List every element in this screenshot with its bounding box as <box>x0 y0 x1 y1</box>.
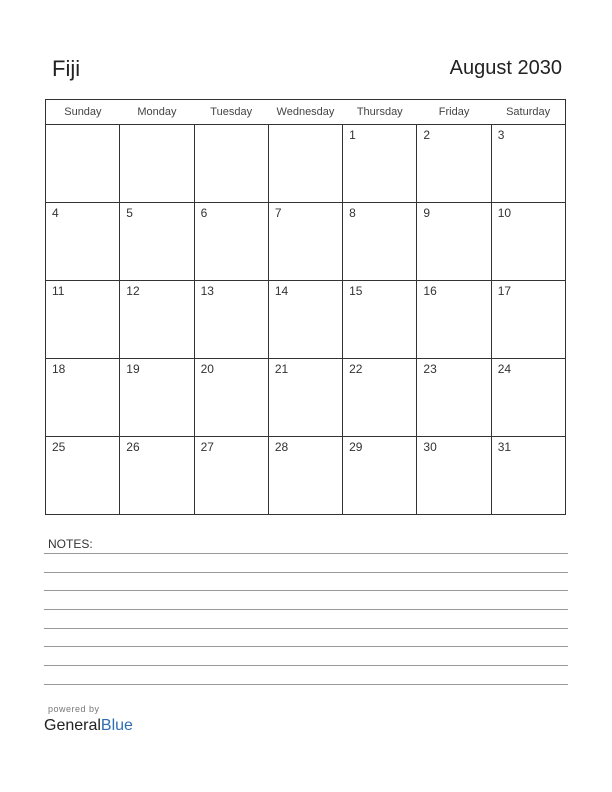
day-cell <box>343 203 417 281</box>
day-cell <box>417 281 491 359</box>
day-number: 28 <box>274 440 289 454</box>
day-cell <box>343 125 417 203</box>
day-cell <box>120 125 194 203</box>
notes-line <box>44 628 568 629</box>
day-cell <box>491 203 565 281</box>
day-cell <box>343 437 417 515</box>
day-number: 26 <box>126 440 140 454</box>
day-cell <box>194 359 268 437</box>
day-number: 19 <box>126 362 140 376</box>
day-number: 14 <box>274 284 289 298</box>
day-number: 10 <box>497 206 512 220</box>
weekday-wednesday: Wednesday <box>268 100 342 125</box>
day-cell <box>268 125 342 203</box>
day-number: 12 <box>126 284 140 298</box>
day-cell <box>46 281 120 359</box>
day-number: 17 <box>497 284 512 298</box>
day-cell <box>343 359 417 437</box>
day-number <box>46 125 119 128</box>
day-cell <box>120 437 194 515</box>
weekday-friday: Friday <box>417 100 491 125</box>
day-cell <box>268 437 342 515</box>
day-number: 27 <box>200 440 214 454</box>
day-cell <box>194 203 268 281</box>
day-cell <box>194 281 268 359</box>
day-number: 8 <box>349 206 356 220</box>
day-cell <box>343 281 417 359</box>
powered-by-text: powered by <box>48 704 100 714</box>
day-cell <box>120 281 194 359</box>
weekday-tuesday: Tuesday <box>194 100 268 125</box>
notes-line <box>44 553 568 554</box>
day-cell <box>268 281 342 359</box>
day-cell <box>268 359 342 437</box>
month-year-title: August 2030 <box>449 57 562 79</box>
day-number: 1 <box>349 128 356 142</box>
day-number: 4 <box>52 206 59 220</box>
day-cell <box>491 125 565 203</box>
day-number: 15 <box>349 284 363 298</box>
notes-line <box>44 572 568 573</box>
notes-line <box>44 646 568 647</box>
day-number: 5 <box>126 206 133 220</box>
day-number: 29 <box>349 440 363 454</box>
day-number: 6 <box>200 206 208 220</box>
weekday-header-row <box>46 100 566 125</box>
week-row-3 <box>46 281 566 359</box>
notes-line <box>44 684 568 685</box>
day-number <box>195 125 268 128</box>
week-row-5 <box>46 437 566 515</box>
day-number: 22 <box>349 362 363 376</box>
day-number: 31 <box>497 440 512 454</box>
day-cell <box>120 203 194 281</box>
day-cell <box>417 125 491 203</box>
day-cell <box>491 359 565 437</box>
day-cell <box>46 359 120 437</box>
notes-line <box>44 665 568 666</box>
day-number: 23 <box>423 362 437 376</box>
day-cell <box>194 125 268 203</box>
day-cell <box>46 437 120 515</box>
day-number: 7 <box>274 206 282 220</box>
day-cell <box>268 203 342 281</box>
brand-logo <box>44 717 133 735</box>
day-cell <box>491 281 565 359</box>
day-number: 9 <box>423 206 431 220</box>
week-row-2 <box>46 203 566 281</box>
day-number <box>269 125 342 128</box>
weekday-saturday: Saturday <box>491 100 565 125</box>
day-number: 16 <box>423 284 437 298</box>
day-cell <box>417 437 491 515</box>
weekday-thursday: Thursday <box>343 100 417 125</box>
day-number: 25 <box>52 440 66 454</box>
day-number <box>120 125 193 128</box>
day-number: 13 <box>200 284 214 298</box>
day-cell <box>120 359 194 437</box>
day-cell <box>491 437 565 515</box>
week-row-1 <box>46 125 566 203</box>
day-number: 20 <box>200 362 214 376</box>
day-cell <box>417 359 491 437</box>
day-number: 18 <box>52 362 66 376</box>
notes-line <box>44 609 568 610</box>
weekday-monday: Monday <box>120 100 194 125</box>
week-row-4 <box>46 359 566 437</box>
day-cell <box>194 437 268 515</box>
day-number: 2 <box>423 128 431 142</box>
day-number: 24 <box>497 362 512 376</box>
country-title: Fiji <box>52 56 81 81</box>
brand-blue: Blue <box>100 717 133 734</box>
day-cell <box>46 125 120 203</box>
calendar-grid <box>45 99 566 515</box>
brand-general: General <box>44 717 101 734</box>
notes-label: NOTES: <box>48 537 93 551</box>
notes-line <box>44 590 568 591</box>
day-number: 11 <box>52 284 65 298</box>
day-cell <box>417 203 491 281</box>
weekday-sunday: Sunday <box>46 100 120 125</box>
day-number: 3 <box>497 128 505 142</box>
day-cell <box>46 203 120 281</box>
day-number: 30 <box>423 440 437 454</box>
day-number: 21 <box>274 362 289 376</box>
